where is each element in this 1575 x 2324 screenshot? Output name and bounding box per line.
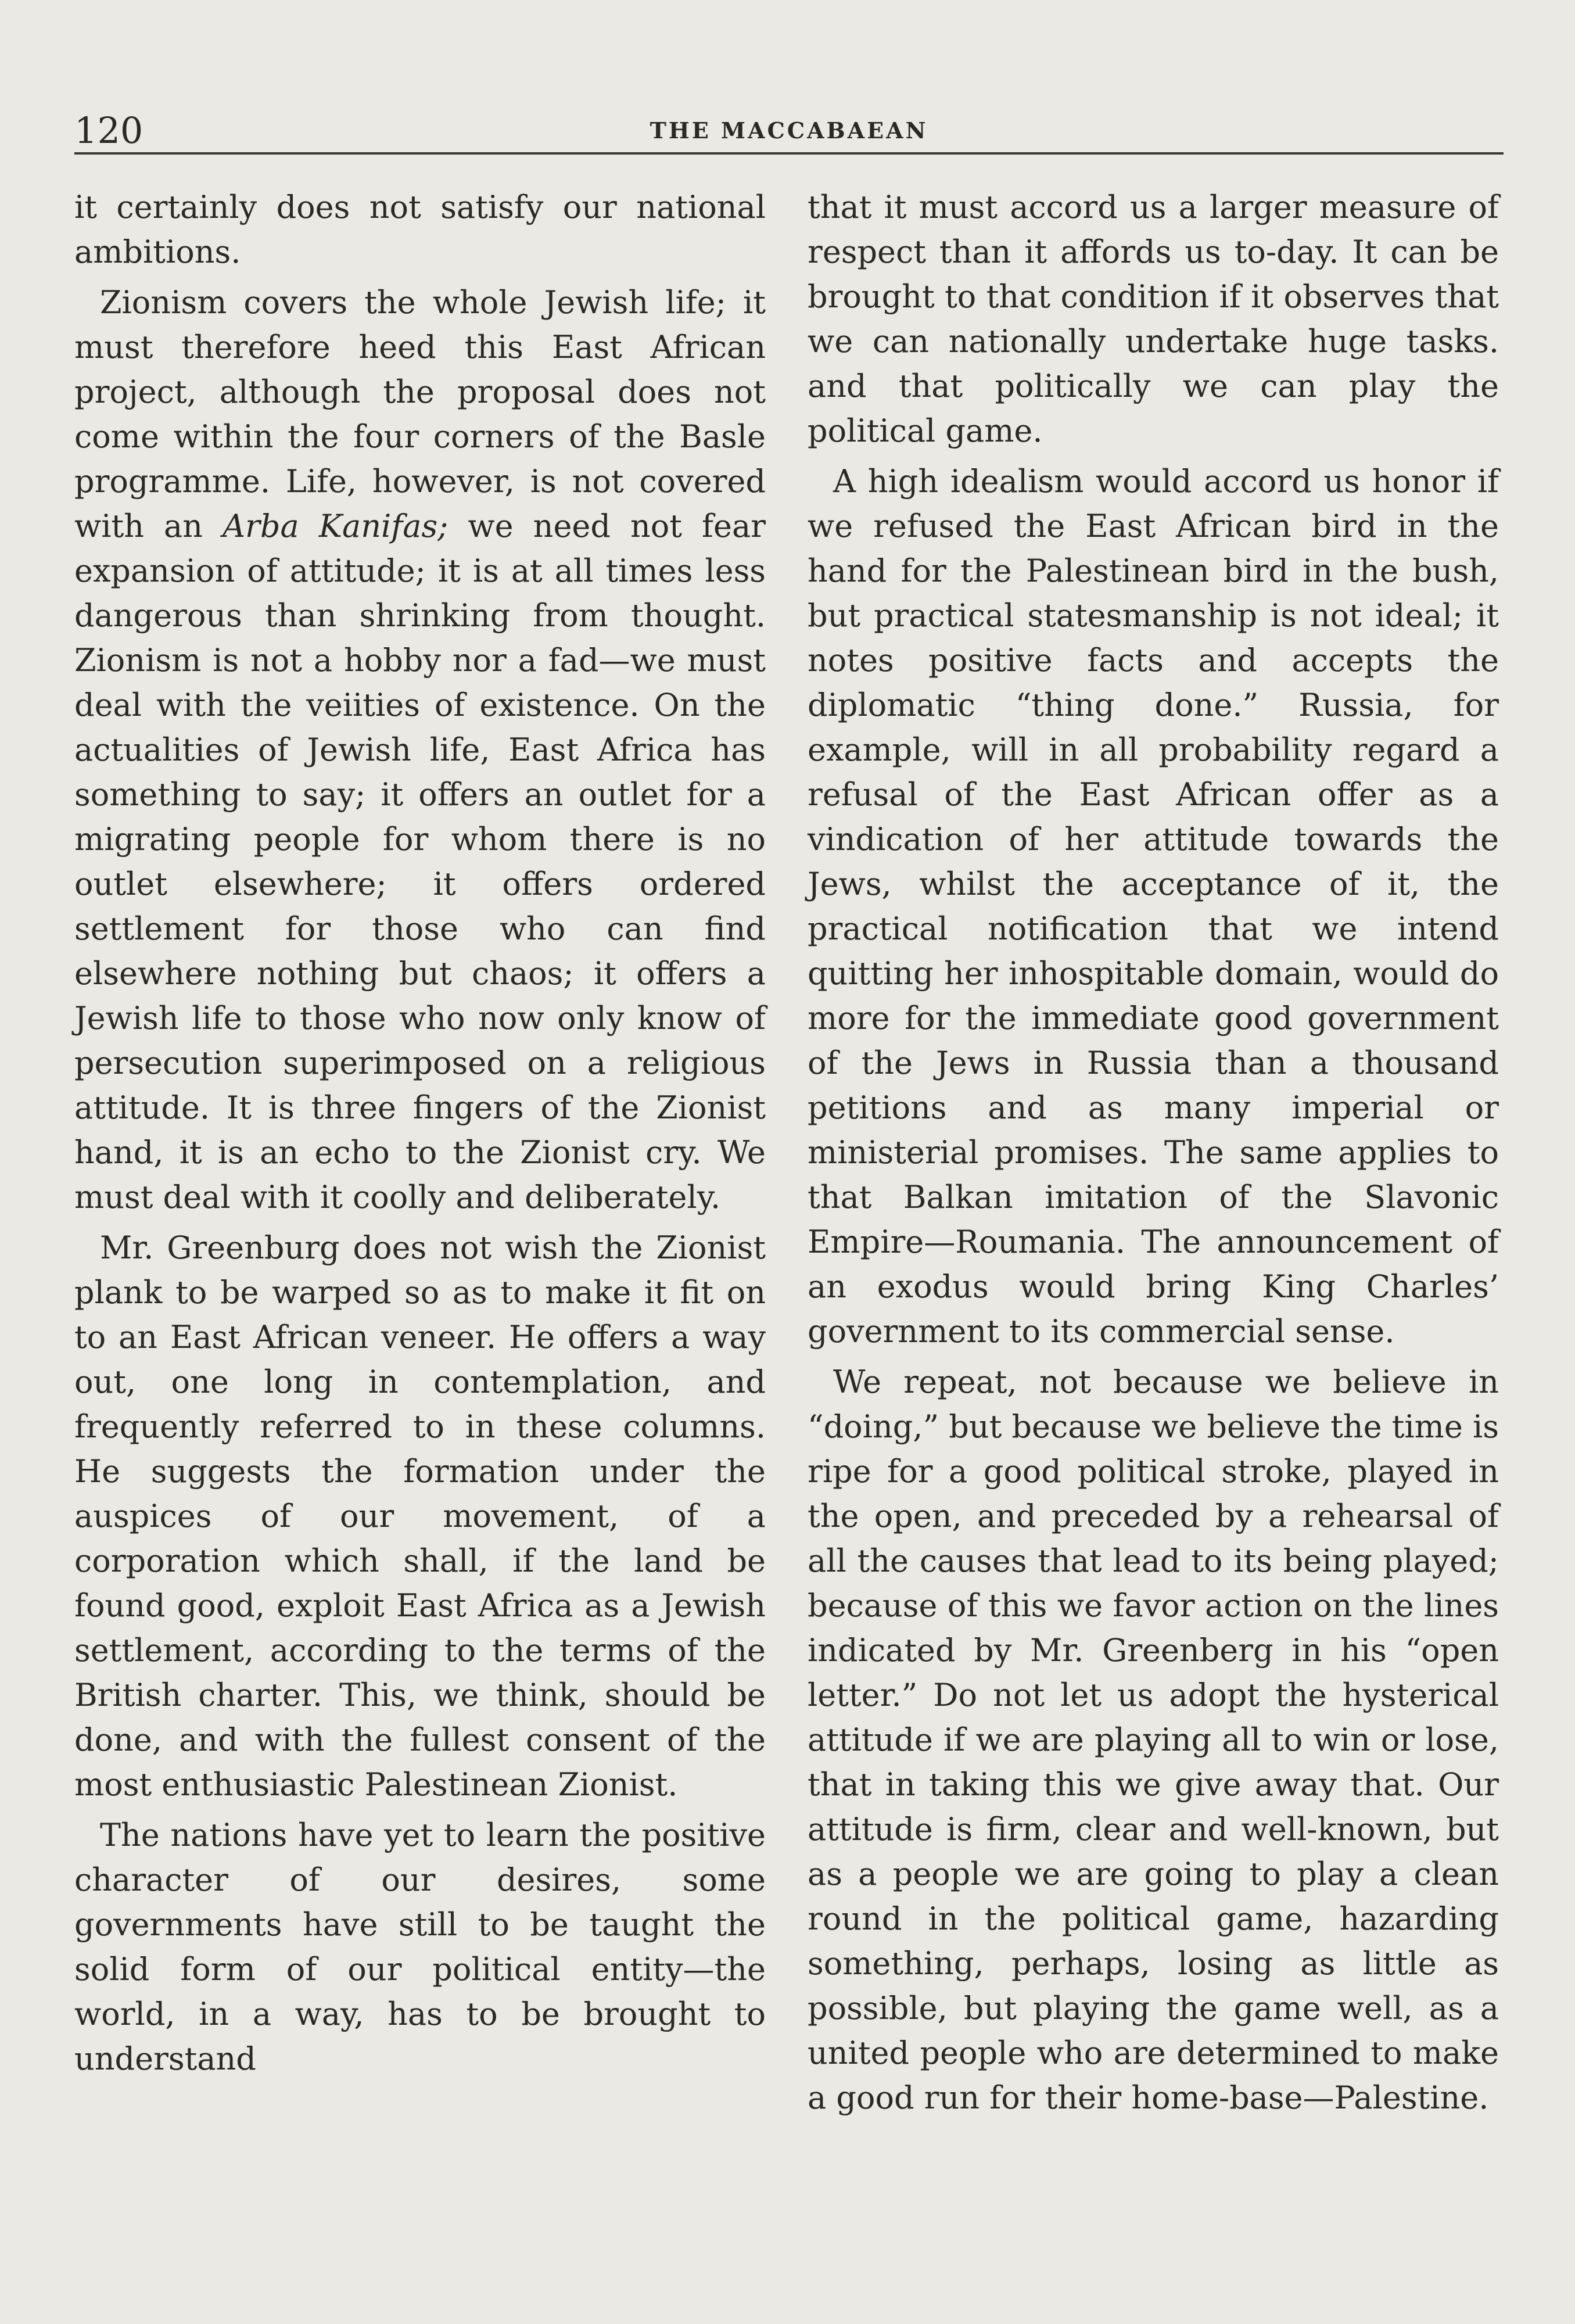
page-header xyxy=(74,105,1504,157)
paragraph: that it must accord us a larger measure of respect than it affords us to-day. It can be brought to that condition if it observes that we can nationally undertake huge tasks. and that politically we can play the political game. xyxy=(808,189,1499,449)
paragraph: The nations have yet to learn the positive character of our desires, some governments have still to be taught the solid form of our political entity—the world, in a way, has to be brought to understand xyxy=(74,1817,766,2077)
paragraph: A high idealism would accord us honor if we refused the East African bird in the hand for the Palestinean bird in the bush, but practical statesmanship is not ideal; it notes positive facts and accepts the diplomatic “thing done.” Russia, for example, will in all probability regard a refusal of the East African offer as a vindication of her attitude towards the Jews, whilst the acceptance of it, the practical notification that we intend quitting her inhospitable domain, would do more for the immediate good government of the Jews in Russia than a thousand petitions and as many imperial or ministerial promises. The same applies to that Balkan imitation of the Slavonic Empire—Roumania. The announcement of an exodus would bring King Charles’ government to its commercial sense. xyxy=(808,463,1499,1350)
right-column xyxy=(808,185,1499,2126)
paragraph: Mr. Greenburg does not wish the Zionist plank to be warped so as to make it fit on to an East African veneer. He offers a way out, one long in contemplation, and frequently referred to in these columns. He suggests the formation under the auspices of our movement, of a corporation which shall, if the land be found good, exploit East Africa as a Jewish settlement, according to the terms of the British charter. This, we think, should be done, and with the fullest consent of the most enthusiastic Palestinean Zionist. xyxy=(74,1229,766,1803)
paragraph: it certainly does not satisfy our national ambitions. xyxy=(74,189,766,270)
header-rule xyxy=(74,152,1504,155)
page-number: 120 xyxy=(74,109,143,152)
running-title: THE MACCABAEAN xyxy=(650,117,928,144)
italic-phrase: Arba Kanifas; xyxy=(223,508,449,544)
paragraph-text: Zionism covers the whole Jewish life; it must therefore heed this East African project, although the proposal does not come within the four corners of the Basle programme. Life, however, is not covered with an xyxy=(74,284,766,544)
paragraph xyxy=(74,280,766,1220)
paragraph: We repeat, not because we believe in “doing,” but because we believe the time is ripe for a good political stroke, played in the open, and preceded by a rehearsal of all the causes that lead to its being played; because of this we favor action on the lines indicated by Mr. Greenberg in his “open letter.” Do not let us adopt the hysterical attitude if we are playing all to win or lose, that in taking this we give away that. Our attitude is firm, clear and well-known, but as a people we are going to play a clean round in the political game, hazarding something, perhaps, losing as little as possible, but playing the game well, as a united people who are determined to make a good run for their home-base—Palestine. xyxy=(808,1364,1499,2116)
left-column xyxy=(74,185,766,2087)
paragraph-text: we need not fear expansion of attitude; it is at all times less dangerous than shrinking from thought. Zionism is not a hobby nor a fad—we must deal with the veiities of existence. On the actualities of Jewish life, East Africa has something to say; it offers an outlet for a migrating people for whom there is no outlet elsewhere; it offers ordered settlement for those who can find elsewhere nothing but chaos; it offers a Jewish life to those who now only know of persecution superimposed on a religious attitude. It is three fingers of the Zionist hand, it is an echo to the Zionist cry. We must deal with it coolly and deliberately. xyxy=(74,508,766,1215)
